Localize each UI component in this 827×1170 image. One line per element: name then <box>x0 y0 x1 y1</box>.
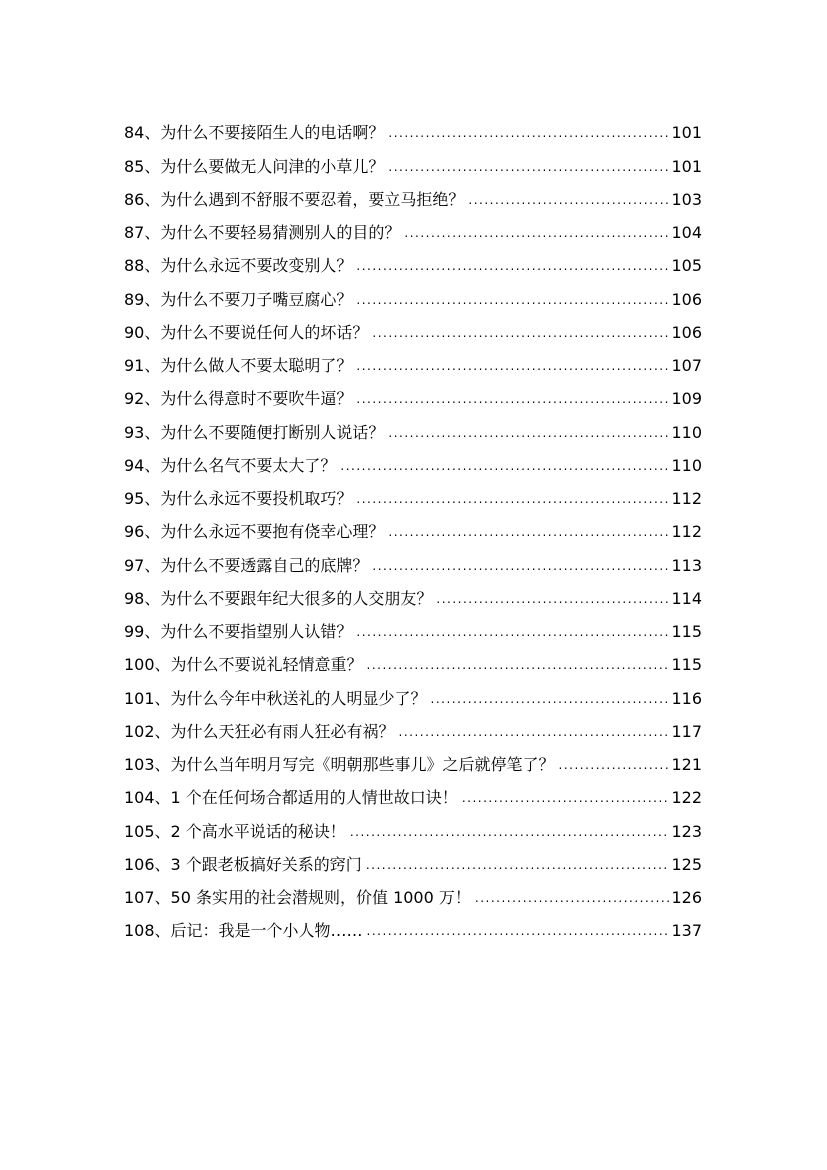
toc-entry-title: 101、为什么今年中秋送礼的人明显少了？ <box>124 688 427 708</box>
toc-entry[interactable] <box>124 343 702 376</box>
toc-dot-leader <box>356 391 669 407</box>
toc-entry-page: 110 <box>671 422 702 442</box>
toc-dot-leader <box>475 890 670 906</box>
toc-entry-title: 107、50 条实用的社会潜规则，价值 1000 万！ <box>124 888 471 907</box>
table-of-contents <box>124 110 702 941</box>
toc-dot-leader <box>388 425 669 441</box>
toc-dot-leader <box>367 657 670 673</box>
toc-entry-title: 88、为什么永远不要改变别人？ <box>124 256 353 276</box>
toc-entry-page: 112 <box>671 489 702 508</box>
toc-entry[interactable] <box>124 143 702 176</box>
toc-entry[interactable] <box>124 476 702 509</box>
toc-dot-leader <box>366 857 670 873</box>
toc-dot-leader <box>340 458 669 474</box>
toc-entry[interactable] <box>124 177 702 210</box>
toc-dot-leader <box>388 125 669 141</box>
toc-entry-page: 109 <box>671 389 702 409</box>
toc-entry-title: 102、为什么天狂必有雨人狂必有祸？ <box>124 721 395 741</box>
toc-entry-title: 105、2 个高水平说话的秘诀！ <box>124 821 346 841</box>
toc-entry[interactable] <box>124 376 702 409</box>
toc-entry-page: 101 <box>671 123 702 143</box>
toc-dot-leader <box>436 591 669 607</box>
toc-entry-page: 103 <box>671 189 702 209</box>
toc-entry-title: 99、为什么不要指望别人认错？ <box>124 622 353 641</box>
toc-entry-page: 104 <box>671 223 702 242</box>
toc-dot-leader <box>356 358 669 374</box>
toc-entry[interactable] <box>124 875 702 908</box>
toc-entry-title: 90、为什么不要说任何人的坏话？ <box>124 322 369 342</box>
toc-entry-page: 114 <box>671 588 702 608</box>
toc-entry-page: 123 <box>671 821 702 841</box>
toc-dot-leader <box>350 824 670 840</box>
toc-dot-leader <box>559 757 670 773</box>
toc-entry-title: 84、为什么不要接陌生人的电话啊？ <box>124 123 385 143</box>
toc-entry[interactable] <box>124 709 702 742</box>
toc-dot-leader <box>388 159 669 175</box>
toc-entry-title: 94、为什么名气不要太大了？ <box>124 455 337 475</box>
toc-entry-title: 98、为什么不要跟年纪大很多的人交朋友？ <box>124 588 433 608</box>
toc-dot-leader <box>468 192 669 208</box>
toc-entry-title: 95、为什么永远不要投机取巧？ <box>124 489 353 508</box>
toc-entry[interactable] <box>124 509 702 542</box>
toc-entry-page: 105 <box>671 256 702 276</box>
toc-entry-page: 115 <box>671 655 702 675</box>
toc-dot-leader <box>372 558 669 574</box>
toc-entry-title: 85、为什么要做无人问津的小草儿？ <box>124 156 385 176</box>
toc-entry-page: 112 <box>671 522 702 542</box>
toc-entry[interactable] <box>124 276 702 309</box>
toc-entry-title: 92、为什么得意时不要吹牛逼？ <box>124 389 353 409</box>
toc-dot-leader <box>404 225 669 241</box>
toc-entry-page: 101 <box>671 156 702 176</box>
toc-entry[interactable] <box>124 210 702 243</box>
toc-dot-leader <box>399 724 670 740</box>
toc-entry[interactable] <box>124 542 702 575</box>
toc-entry-page: 106 <box>671 289 702 309</box>
toc-entry-page: 106 <box>671 322 702 342</box>
toc-entry[interactable] <box>124 842 702 875</box>
toc-entry[interactable] <box>124 443 702 476</box>
toc-entry-page: 113 <box>671 555 702 575</box>
toc-entry-page: 110 <box>671 455 702 475</box>
toc-dot-leader <box>356 491 669 507</box>
toc-dot-leader <box>356 624 669 640</box>
toc-entry-title: 106、3 个跟老板搞好关系的窍门 <box>124 854 362 874</box>
toc-entry-title: 87、为什么不要轻易猜测别人的目的？ <box>124 223 401 242</box>
toc-dot-leader <box>356 258 669 274</box>
toc-dot-leader <box>356 292 669 308</box>
toc-entry[interactable] <box>124 110 702 143</box>
toc-entry-title: 91、为什么做人不要太聪明了？ <box>124 356 353 375</box>
toc-entry-title: 108、后记：我是一个小人物…… <box>124 921 363 941</box>
toc-entry-title: 97、为什么不要透露自己的底牌？ <box>124 555 369 575</box>
toc-entry[interactable] <box>124 243 702 276</box>
toc-entry[interactable] <box>124 609 702 642</box>
toc-entry-page: 116 <box>671 688 702 708</box>
toc-entry-title: 103、为什么当年明月写完《明朝那些事儿》之后就停笔了？ <box>124 755 555 774</box>
toc-entry[interactable] <box>124 310 702 343</box>
toc-entry-title: 93、为什么不要随便打断别人说话？ <box>124 422 385 442</box>
toc-entry-page: 122 <box>671 788 702 808</box>
toc-entry[interactable] <box>124 808 702 841</box>
toc-dot-leader <box>462 790 670 806</box>
toc-entry-title: 104、1 个在任何场合都适用的人情世故口诀！ <box>124 788 458 808</box>
toc-entry-page: 115 <box>671 622 702 641</box>
toc-entry[interactable] <box>124 675 702 708</box>
toc-dot-leader <box>431 691 670 707</box>
toc-entry[interactable] <box>124 775 702 808</box>
toc-entry-page: 126 <box>671 888 702 907</box>
toc-dot-leader <box>388 524 669 540</box>
toc-entry[interactable] <box>124 576 702 609</box>
toc-entry[interactable] <box>124 409 702 442</box>
toc-entry-title: 86、为什么遇到不舒服不要忍着，要立马拒绝？ <box>124 189 465 209</box>
toc-entry-page: 137 <box>671 921 702 941</box>
toc-entry-page: 117 <box>671 721 702 741</box>
toc-entry-page: 125 <box>671 854 702 874</box>
toc-dot-leader <box>367 923 670 939</box>
toc-entry[interactable] <box>124 908 702 941</box>
toc-dot-leader <box>372 325 669 341</box>
toc-entry[interactable] <box>124 742 702 775</box>
toc-entry-title: 89、为什么不要刀子嘴豆腐心？ <box>124 289 353 309</box>
toc-entry-page: 121 <box>671 755 702 774</box>
toc-entry-title: 96、为什么永远不要抱有侥幸心理？ <box>124 522 385 542</box>
toc-entry-page: 107 <box>671 356 702 375</box>
toc-entry-title: 100、为什么不要说礼轻情意重？ <box>124 655 363 675</box>
toc-entry[interactable] <box>124 642 702 675</box>
